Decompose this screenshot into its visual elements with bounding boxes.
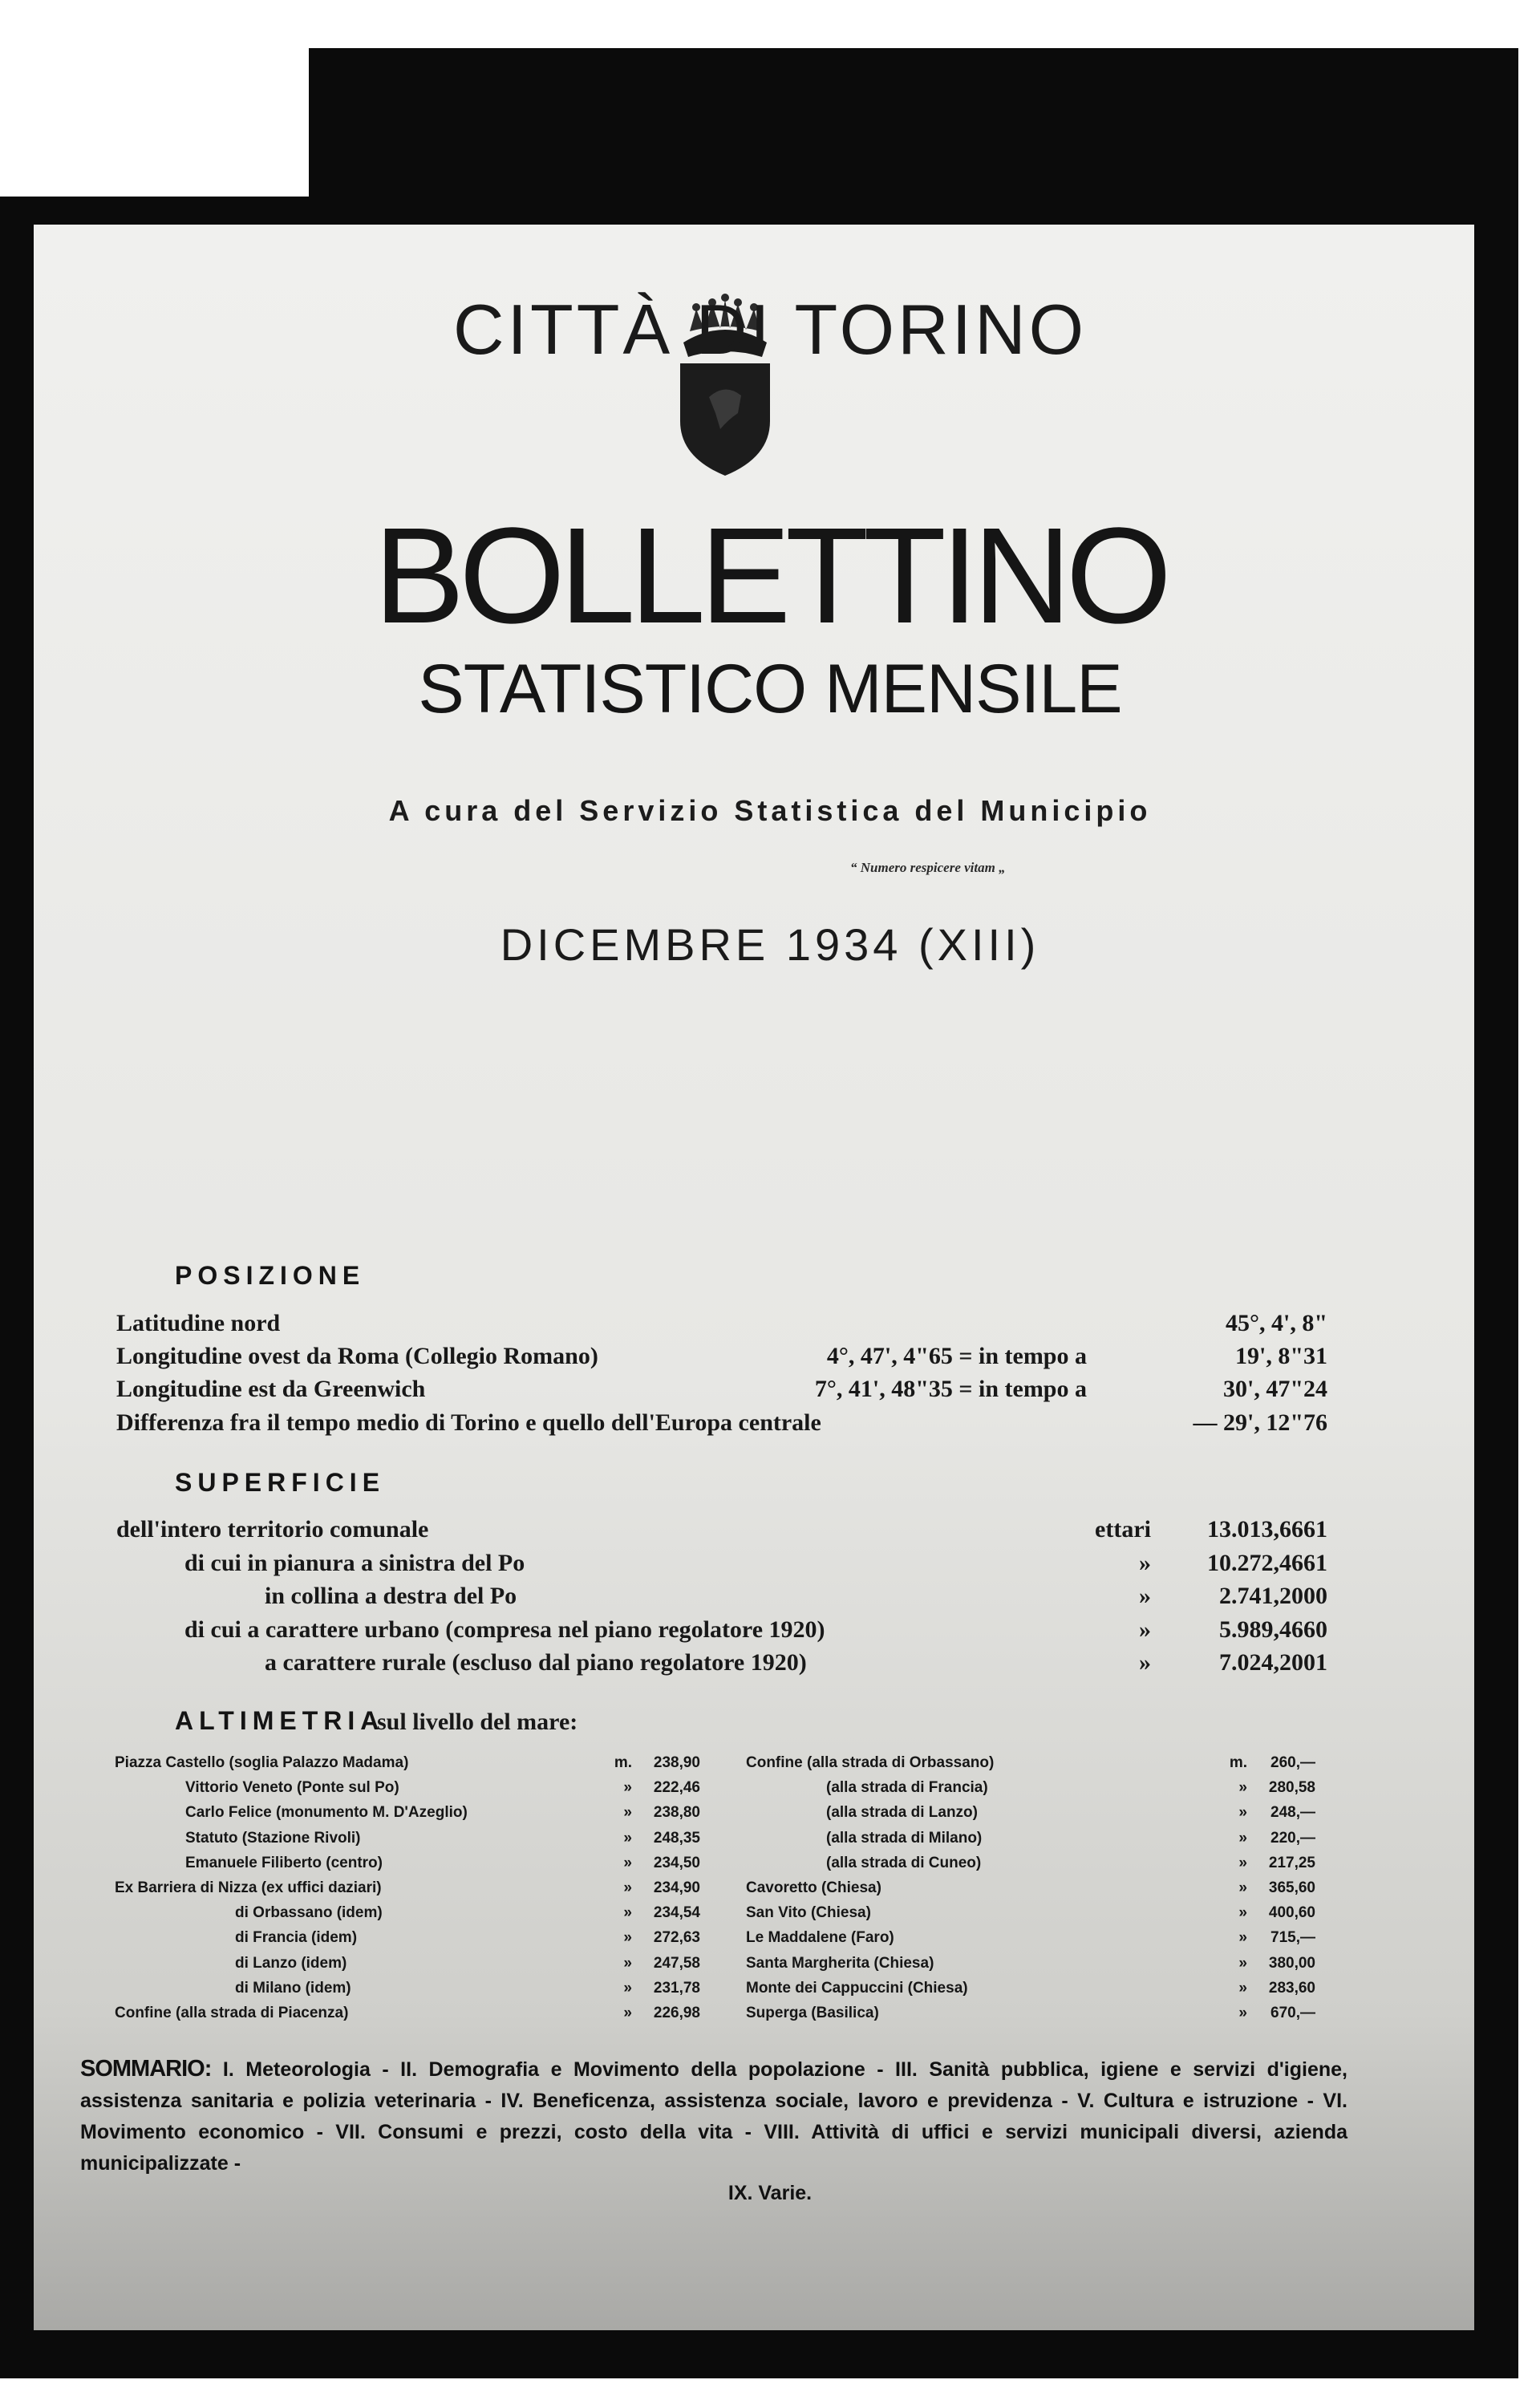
altimetria-row — [115, 1904, 700, 1928]
superficie-unit: » — [1139, 1616, 1151, 1643]
curator-line: A cura del Servizio Statistica del Municipio — [388, 794, 1152, 827]
posizione-detail: 4°, 47', 4"65 = in tempo a — [826, 1343, 1087, 1369]
superficie-value: 7.024,2001 — [1219, 1649, 1327, 1676]
section-title-superficie: SUPERFICIE — [175, 1468, 386, 1497]
superficie-label: di cui in pianura a sinistra del Po — [184, 1550, 525, 1576]
superficie-value: 10.272,4661 — [1207, 1550, 1327, 1576]
altimetria-label: Confine (alla strada di Orbassano) — [746, 1754, 995, 1771]
altimetria-unit: » — [1238, 1904, 1247, 1922]
altimetria-row — [746, 1754, 1315, 1778]
summary-block — [80, 2053, 1348, 2179]
scan-border-bottom — [0, 2330, 1518, 2378]
altimetria-unit: » — [623, 1879, 632, 1896]
section-title-posizione: POSIZIONE — [175, 1261, 366, 1290]
altimetria-unit: » — [623, 1979, 632, 1997]
altimetria-unit: » — [623, 1929, 632, 1947]
altimetria-row — [115, 1754, 700, 1778]
altimetria-value: 247,58 — [653, 1954, 700, 1972]
altimetria-value: 272,63 — [653, 1929, 700, 1947]
superficie-value: 13.013,6661 — [1207, 1516, 1327, 1543]
altimetria-label: Vittorio Veneto (Ponte sul Po) — [185, 1779, 399, 1797]
altimetria-row — [115, 1879, 700, 1903]
altimetria-value: 248,35 — [653, 1829, 700, 1847]
altimetria-row — [115, 1830, 700, 1854]
altimetria-unit: » — [1238, 1779, 1247, 1797]
altimetria-label: Cavoretto (Chiesa) — [746, 1879, 881, 1896]
altimetria-value: 226,98 — [653, 2005, 700, 2021]
altimetria-label: di Francia (idem) — [235, 1929, 358, 1947]
altimetria-value: 365,60 — [1268, 1879, 1315, 1896]
altimetria-unit: » — [1238, 1979, 1247, 1997]
altimetria-label: Le Maddalene (Faro) — [746, 1929, 894, 1947]
altimetria-unit: » — [623, 1804, 632, 1822]
superficie-row — [184, 1550, 1327, 1579]
altimetria-row — [746, 1904, 1315, 1928]
superficie-row — [265, 1649, 1327, 1678]
issue-date: DICEMBRE 1934 (XIII) — [500, 919, 1040, 970]
altimetria-unit: » — [623, 2005, 632, 2021]
altimetria-row — [746, 1929, 1315, 1953]
altimetria-value: 715,— — [1270, 1929, 1315, 1947]
publication-title: BOLLETTINO — [373, 500, 1167, 652]
superficie-row — [116, 1516, 1327, 1545]
altimetria-value: 260,— — [1270, 1754, 1315, 1771]
posizione-value: 30', 47"24 — [1223, 1376, 1327, 1402]
altimetria-label: Piazza Castello (soglia Palazzo Madama) — [115, 1754, 409, 1771]
altimetria-unit: » — [623, 1954, 632, 1972]
posizione-value: 19', 8"31 — [1235, 1343, 1327, 1369]
altimetria-row — [746, 1955, 1315, 1979]
superficie-value: 2.741,2000 — [1219, 1583, 1327, 1609]
altimetria-label: (alla strada di Milano) — [826, 1829, 983, 1847]
superficie-row — [265, 1583, 1327, 1612]
altimetria-value: 238,80 — [653, 1804, 700, 1822]
summary-text: I. Meteorologia - II. Demografia e Movimento della popolazione - III. Sanità pubblica, igiene e servizi d'igiene, assistenza sanitaria e polizia veterinaria - IV. Beneficenza, assistenza sociale, lavoro e previdenza - V. Cultura e istruzione - VI. Movimento economico - VII. Consumi e prezzi, costo della vita - VIII. Attività di uffici e servizi municipali diversi, azienda municipalizzate - — [80, 2058, 1348, 2175]
altimetria-value: 234,50 — [653, 1854, 700, 1871]
motto: “ Numero respicere vitam „ — [850, 860, 1006, 875]
publication-subtitle: STATISTICO MENSILE — [418, 651, 1122, 728]
altimetria-label: Monte dei Cappuccini (Chiesa) — [746, 1979, 968, 1997]
altimetria-value: 220,— — [1270, 1829, 1315, 1847]
city-name: CITTÀ DI TORINO — [452, 290, 1088, 369]
superficie-unit: » — [1139, 1583, 1151, 1609]
altimetria-label: Confine (alla strada di Piacenza) — [115, 2005, 349, 2021]
posizione-row — [116, 1310, 1327, 1339]
posizione-row — [116, 1409, 1327, 1438]
posizione-value: — 29', 12"76 — [1193, 1409, 1327, 1436]
superficie-label: di cui a carattere urbano (compresa nel piano regolatore 1920) — [184, 1616, 825, 1643]
altimetria-unit: » — [623, 1779, 632, 1797]
altimetria-value: 222,46 — [653, 1779, 700, 1797]
posizione-detail: 7°, 41', 48"35 = in tempo a — [814, 1376, 1087, 1402]
posizione-label: Longitudine ovest da Roma (Collegio Romano) — [116, 1343, 598, 1369]
superficie-unit: » — [1139, 1550, 1151, 1576]
altimetria-row — [115, 1855, 700, 1879]
altimetria-label: Emanuele Filiberto (centro) — [185, 1854, 383, 1871]
altimetria-row — [746, 1980, 1315, 2004]
section-title-altimetria: ALTIMETRIA — [175, 1706, 385, 1735]
altimetria-value: 231,78 — [653, 1979, 700, 1997]
scan-border-right — [1474, 48, 1518, 2374]
scan-border-top — [309, 48, 1480, 245]
posizione-label: Differenza fra il tempo medio di Torino e quello dell'Europa centrale — [116, 1409, 821, 1436]
altimetria-label: di Milano (idem) — [235, 1979, 351, 1997]
altimetria-unit: » — [1238, 1929, 1247, 1947]
altimetria-unit: » — [1238, 2005, 1247, 2021]
superficie-unit: ettari — [1095, 1516, 1151, 1543]
altimetria-row — [115, 2005, 700, 2029]
altimetria-row — [115, 1804, 700, 1828]
altimetria-value: 234,90 — [653, 1879, 700, 1896]
altimetria-value: 280,58 — [1268, 1779, 1315, 1797]
altimetria-row — [746, 2005, 1315, 2029]
altimetria-value: 238,90 — [653, 1754, 700, 1771]
altimetria-label: Ex Barriera di Nizza (ex uffici daziari) — [115, 1879, 382, 1896]
altimetria-label: (alla strada di Lanzo) — [826, 1804, 978, 1822]
altimetria-label: San Vito (Chiesa) — [746, 1904, 871, 1922]
altimetria-label: di Orbassano (idem) — [235, 1904, 383, 1922]
altimetria-label: (alla strada di Francia) — [826, 1779, 988, 1797]
altimetria-label: Santa Margherita (Chiesa) — [746, 1954, 934, 1972]
altimetria-label: Carlo Felice (monumento M. D'Azeglio) — [185, 1804, 468, 1822]
altimetria-row — [115, 1980, 700, 2004]
altimetria-value: 248,— — [1270, 1804, 1315, 1822]
altimetria-unit: » — [1238, 1804, 1247, 1822]
altimetria-label: Statuto (Stazione Rivoli) — [185, 1829, 361, 1847]
altimetria-unit: m. — [1229, 1754, 1247, 1771]
superficie-value: 5.989,4660 — [1219, 1616, 1327, 1643]
superficie-label: in collina a destra del Po — [265, 1583, 517, 1609]
altimetria-unit: » — [1238, 1854, 1247, 1871]
superficie-unit: » — [1139, 1649, 1151, 1676]
altimetria-label: (alla strada di Cuneo) — [826, 1854, 982, 1871]
superficie-row — [184, 1616, 1327, 1645]
summary-label: SOMMARIO: — [80, 2056, 212, 2082]
posizione-row — [116, 1376, 1327, 1405]
posizione-label: Longitudine est da Greenwich — [116, 1376, 426, 1402]
summary-last-line: IX. Varie. — [727, 2182, 813, 2204]
altimetria-row — [115, 1779, 700, 1803]
superficie-label: a carattere rurale (escluso dal piano regolatore 1920) — [265, 1649, 807, 1676]
altimetria-unit: m. — [614, 1754, 632, 1771]
altimetria-row — [115, 1955, 700, 1979]
altimetria-value: 234,54 — [653, 1904, 700, 1922]
altimetria-value: 670,— — [1270, 2005, 1315, 2021]
altimetria-unit: » — [1238, 1954, 1247, 1972]
superficie-label: dell'intero territorio comunale — [116, 1516, 429, 1543]
posizione-row — [116, 1343, 1327, 1372]
altimetria-value: 400,60 — [1268, 1904, 1315, 1922]
altimetria-value: 283,60 — [1268, 1979, 1315, 1997]
posizione-value: 45°, 4', 8" — [1226, 1310, 1327, 1336]
altimetria-value: 217,25 — [1268, 1854, 1315, 1871]
altimetria-row — [115, 1929, 700, 1953]
altimetria-row — [746, 1879, 1315, 1903]
altimetria-row — [746, 1779, 1315, 1803]
altimetria-unit: » — [623, 1829, 632, 1847]
altimetria-unit: » — [623, 1854, 632, 1871]
altimetria-value: 380,00 — [1268, 1954, 1315, 1972]
altimetria-label: Superga (Basilica) — [746, 2005, 879, 2021]
altimetria-row — [746, 1830, 1315, 1854]
altimetria-label: di Lanzo (idem) — [235, 1954, 347, 1972]
altimetria-unit: » — [623, 1904, 632, 1922]
altimetria-unit: » — [1238, 1879, 1247, 1896]
altimetria-row — [746, 1855, 1315, 1879]
posizione-label: Latitudine nord — [116, 1310, 281, 1336]
altimetria-unit: » — [1238, 1829, 1247, 1847]
altimetria-row — [746, 1804, 1315, 1828]
scan-frame: CITTÀ DI TORINO BOLLETTINO STATISTICO MENSILE A cura del Servizio Statistica del Municipio “ Numero respicere vitam „ DICEMBRE 1934 (XIII) POSIZIONE Latitudine nord 45°, 4', 8" Longitudine ovest da Roma (Collegio Romano) 4°, 47', 4"65 = in tempo a 19', 8"31 Longitudine est da Greenwich 7°, 41', 48"35 = in tempo a 30', 47"24 Differenza fra il tempo medio di Torino e quello dell'Europa centrale — 29', 12"76 SUPERFICIE dell'intero territorio comunale ettari 13.013,6661 di cui in pianura a sinistra del Po » 10.272,4661 in collina a destra del Po » 2.741,2000 di cui a carattere urbano (compresa nel piano regolatore 1920) » 5.989,4660 a carattere rurale (escluso dal piano regolatore 1920) » 7.024,2001 ALTIMETRIA sul livello del mare: Piazza Castello (soglia Palazzo Madama) m. 238,90 Vittorio Veneto (Ponte sul Po) » 222,46 Carlo Felice (monumento M. D'Azeglio) » 238,80 Statuto (Stazione Rivoli) » 248,35 Emanuele Filiberto (centro) » 234,50 Ex Barriera di Nizza (ex uffici daziari) » 234,90 di Orbassano (idem) » 234,54 di Francia (idem) » 272,63 di Lanzo (idem) » 247,58 di Milano (idem) » 231,78 Confine (alla strada di Piacenza) » 226,98 Confine (alla strada di Orbassano) m. 260,— (alla strada di Francia) » 280,58 (alla strada di Lanzo) » 248,— (alla strada di Milano) » 220,— (alla strada di Cuneo) » 217,25 Cavoretto (Chiesa) » 365,60 San Vito (Chiesa) » 400,60 Le Maddalene (Faro) » 715,— Santa Margherita (Chiesa) » 380,00 Monte dei Cappuccini (Chiesa) » 283,60 Superga (Basilica) » 670,— SOMMARIO: I. Meteorologia - II. Demografia e Movimento della popolazione - III. Sanità pubblica, igiene e servizi d'igiene, assistenza sanitaria e polizia veterinaria - IV. Beneficenza, assistenza sociale, lavoro e previdenza - V. Cultura e istruzione - VI. Movimento economico - VII. Consumi e prezzi, costo della vita - VIII. Attività di uffici e servizi municipali diversi, azienda municipalizzate - IX. Varie. — [0, 0, 1540, 2392]
